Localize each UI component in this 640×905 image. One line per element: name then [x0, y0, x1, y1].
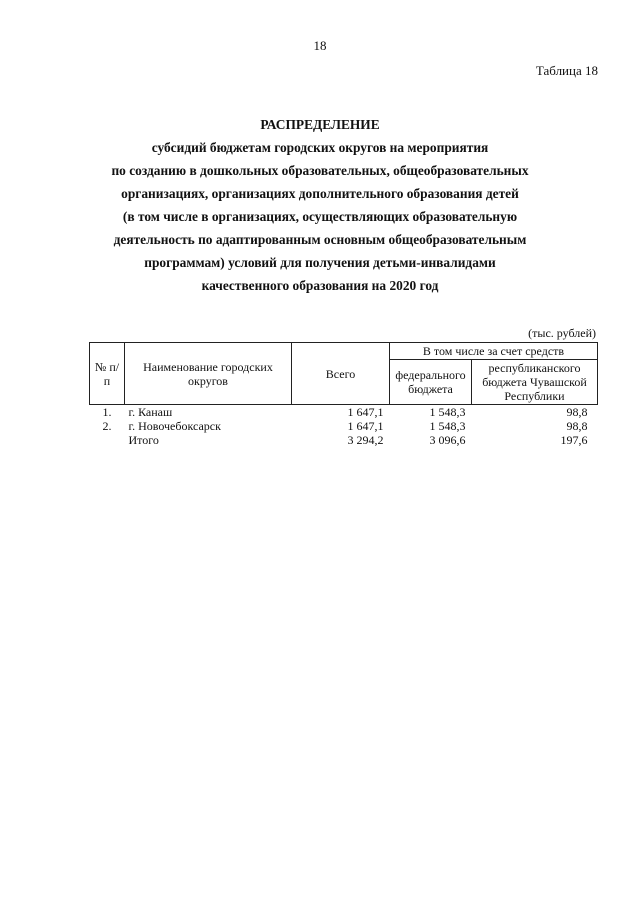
title-heading: РАСПРЕДЕЛЕНИЕ [260, 117, 380, 132]
header-total: Всего [292, 343, 390, 405]
row-total: 1 647,1 [347, 405, 384, 419]
header-name: Наименование городских округов [125, 343, 292, 405]
title-line: качественного образования на 2020 год [201, 278, 439, 293]
table-row [90, 419, 598, 433]
row-name: г. Канаш [128, 405, 173, 419]
row-total: 1 647,1 [347, 419, 384, 433]
row-num: 2. [102, 419, 112, 433]
row-federal: 1 548,3 [429, 419, 466, 433]
row-num: 1. [102, 405, 112, 419]
units-label: (тыс. рублей) [528, 326, 596, 340]
title-line: программам) условий для получения детьми-инвалидами [144, 255, 496, 270]
header-federal: федерального бюджета [390, 360, 472, 405]
table-row-total [90, 433, 598, 447]
title-line: организациях, организациях дополнительного образования детей [121, 186, 519, 201]
title-line: субсидий бюджетам городских округов на мероприятия [151, 140, 489, 155]
header-including: В том числе за счет средств [390, 343, 598, 360]
row-federal: 3 096,6 [429, 433, 466, 447]
title-block [0, 113, 640, 297]
header-republican: республиканского бюджета Чувашской Республики [472, 360, 598, 405]
title-line: деятельность по адаптированным основным общеобразовательным [113, 232, 527, 247]
row-name: Итого [128, 433, 159, 447]
row-total: 3 294,2 [347, 433, 384, 447]
header-row [90, 343, 598, 360]
row-republican: 197,6 [560, 433, 588, 447]
page-number: 18 [313, 38, 327, 53]
row-num [90, 433, 125, 447]
title-line: (в том числе в организациях, осуществляющих образовательную [122, 209, 518, 224]
row-republican: 98,8 [566, 419, 588, 433]
row-federal: 1 548,3 [429, 405, 466, 419]
row-republican: 98,8 [566, 405, 588, 419]
row-name: г. Новочебоксарск [128, 419, 221, 433]
title-line: по созданию в дошкольных образовательных, общеобразовательных [111, 163, 529, 178]
table-label: Таблица 18 [535, 63, 598, 78]
distribution-table [89, 342, 598, 447]
table-row [90, 405, 598, 420]
header-num: № п/п [90, 343, 125, 405]
